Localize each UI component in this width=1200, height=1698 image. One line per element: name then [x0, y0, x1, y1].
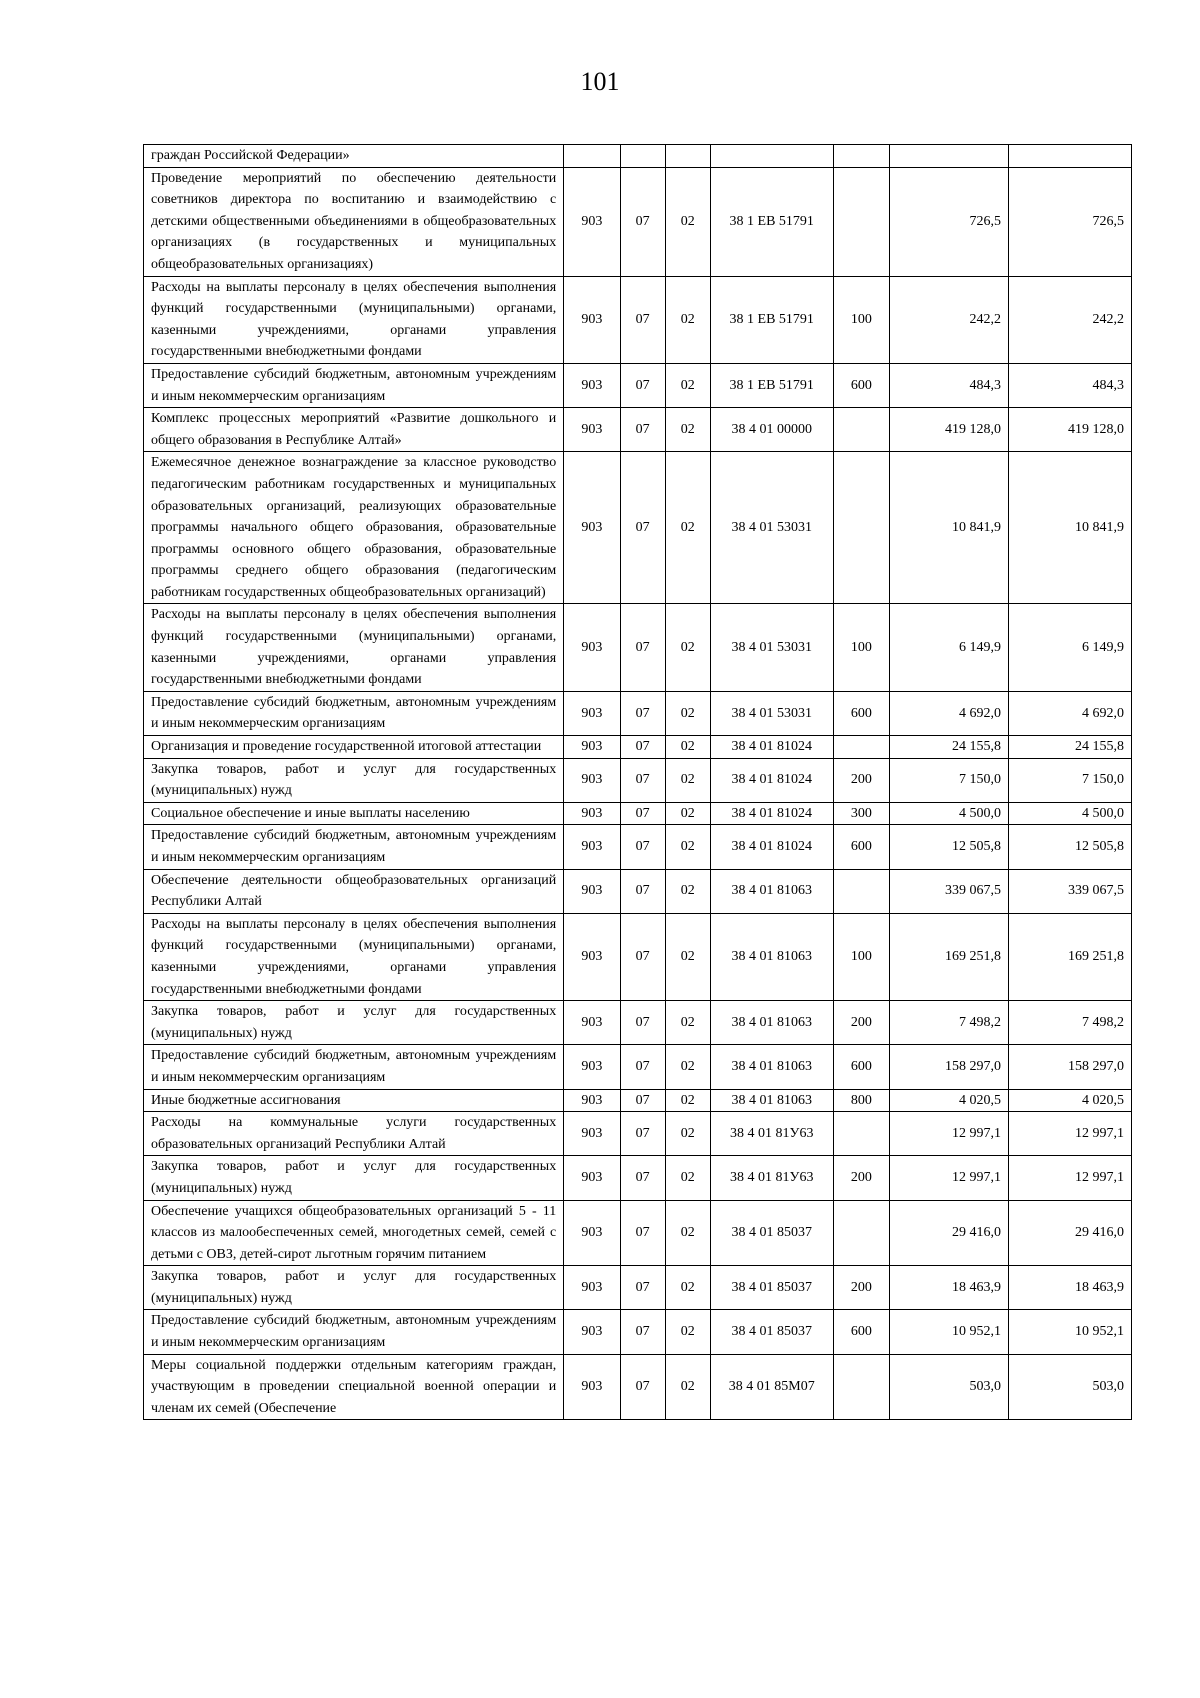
row-rz: 07	[620, 1001, 665, 1045]
row-gr: 903	[564, 691, 620, 735]
row-rz: 07	[620, 869, 665, 913]
row-vr: 600	[833, 1310, 889, 1354]
row-sum-1: 12 997,1	[890, 1112, 1009, 1156]
row-csr: 38 4 01 81У63	[710, 1112, 833, 1156]
row-sum-1: 24 155,8	[890, 736, 1009, 759]
row-sum-2: 4 020,5	[1008, 1089, 1131, 1112]
row-csr: 38 1 ЕВ 51791	[710, 276, 833, 363]
row-name: Расходы на выплаты персоналу в целях обеспечения выполнения функций государственными (муниципальными) органами, казенными учреждениями, органами управления государственными внебюджетными фондами	[144, 276, 564, 363]
row-sum-2: 4 692,0	[1008, 691, 1131, 735]
row-gr: 903	[564, 869, 620, 913]
row-pr: 02	[665, 825, 710, 869]
row-rz: 07	[620, 408, 665, 452]
row-sum-2: 10 952,1	[1008, 1310, 1131, 1354]
row-vr	[833, 1112, 889, 1156]
row-pr: 02	[665, 363, 710, 407]
row-pr: 02	[665, 1001, 710, 1045]
row-vr: 200	[833, 758, 889, 802]
row-name: Обеспечение деятельности общеобразовательных организаций Республики Алтай	[144, 869, 564, 913]
row-sum-1: 7 498,2	[890, 1001, 1009, 1045]
row-vr: 200	[833, 1156, 889, 1200]
row-csr: 38 4 01 81063	[710, 869, 833, 913]
row-gr: 903	[564, 913, 620, 1000]
row-pr: 02	[665, 1354, 710, 1420]
row-rz	[620, 145, 665, 168]
row-sum-2: 339 067,5	[1008, 869, 1131, 913]
row-name: Предоставление субсидий бюджетным, автономным учреждениям и иным некоммерческим организациям	[144, 825, 564, 869]
table-row	[144, 869, 1132, 913]
row-csr: 38 4 01 81У63	[710, 1156, 833, 1200]
table-row	[144, 1156, 1132, 1200]
row-name: Ежемесячное денежное вознаграждение за классное руководство педагогическим работникам государственных и муниципальных образовательных организаций, реализующих образовательные программы начального общего образования, образовательные программы основного общего образования, образовательные программы среднего общего образования (педагогическим работникам государственных общеобразовательных организаций)	[144, 452, 564, 604]
row-sum-2: 12 997,1	[1008, 1112, 1131, 1156]
row-vr	[833, 1200, 889, 1266]
row-csr: 38 4 01 81063	[710, 1089, 833, 1112]
row-name: Обеспечение учащихся общеобразовательных организаций 5 - 11 классов из малообеспеченных семей, многодетных семей, семей с детьми с ОВЗ, детей-сирот льготным горячим питанием	[144, 1200, 564, 1266]
table-row	[144, 913, 1132, 1000]
table-row	[144, 1112, 1132, 1156]
row-vr	[833, 736, 889, 759]
row-sum-1: 6 149,9	[890, 604, 1009, 691]
row-gr	[564, 145, 620, 168]
row-sum-1: 503,0	[890, 1354, 1009, 1420]
table-row	[144, 604, 1132, 691]
row-name: Расходы на коммунальные услуги государственных образовательных организаций Республики Алтай	[144, 1112, 564, 1156]
row-name: Закупка товаров, работ и услуг для государственных (муниципальных) нужд	[144, 1156, 564, 1200]
row-name: Расходы на выплаты персоналу в целях обеспечения выполнения функций государственными (муниципальными) органами, казенными учреждениями, органами управления государственными внебюджетными фондами	[144, 604, 564, 691]
table-row	[144, 1045, 1132, 1089]
row-gr: 903	[564, 1156, 620, 1200]
row-rz: 07	[620, 758, 665, 802]
budget-table	[143, 144, 1132, 1420]
row-sum-1: 12 505,8	[890, 825, 1009, 869]
row-pr: 02	[665, 167, 710, 276]
row-pr: 02	[665, 736, 710, 759]
row-name: граждан Российской Федерации»	[144, 145, 564, 168]
row-sum-1: 419 128,0	[890, 408, 1009, 452]
row-pr: 02	[665, 408, 710, 452]
row-csr: 38 4 01 85037	[710, 1200, 833, 1266]
table-row	[144, 1354, 1132, 1420]
row-sum-1: 10 841,9	[890, 452, 1009, 604]
row-vr: 200	[833, 1001, 889, 1045]
row-vr	[833, 1354, 889, 1420]
row-vr: 100	[833, 913, 889, 1000]
row-gr: 903	[564, 167, 620, 276]
row-rz: 07	[620, 1045, 665, 1089]
table-row	[144, 408, 1132, 452]
row-gr: 903	[564, 825, 620, 869]
row-vr: 100	[833, 276, 889, 363]
row-pr: 02	[665, 869, 710, 913]
row-csr: 38 4 01 81063	[710, 1001, 833, 1045]
row-sum-2: 158 297,0	[1008, 1045, 1131, 1089]
row-rz: 07	[620, 913, 665, 1000]
row-vr	[833, 452, 889, 604]
row-gr: 903	[564, 1354, 620, 1420]
row-sum-2: 10 841,9	[1008, 452, 1131, 604]
row-sum-2: 484,3	[1008, 363, 1131, 407]
row-sum-2: 242,2	[1008, 276, 1131, 363]
row-csr: 38 4 01 85М07	[710, 1354, 833, 1420]
row-sum-1: 18 463,9	[890, 1266, 1009, 1310]
row-sum-1	[890, 145, 1009, 168]
row-rz: 07	[620, 1310, 665, 1354]
row-csr: 38 4 01 81024	[710, 825, 833, 869]
row-gr: 903	[564, 1266, 620, 1310]
row-name: Закупка товаров, работ и услуг для государственных (муниципальных) нужд	[144, 1001, 564, 1045]
row-rz: 07	[620, 276, 665, 363]
row-sum-2: 18 463,9	[1008, 1266, 1131, 1310]
table-row	[144, 758, 1132, 802]
row-pr: 02	[665, 276, 710, 363]
row-pr: 02	[665, 1089, 710, 1112]
row-name: Организация и проведение государственной итоговой аттестации	[144, 736, 564, 759]
row-vr: 600	[833, 825, 889, 869]
row-name: Проведение мероприятий по обеспечению деятельности советников директора по воспитанию и взаимодействию с детскими общественными объединениями в общеобразовательных организациях (в государственных и муниципальных общеобразовательных организациях)	[144, 167, 564, 276]
row-sum-1: 4 692,0	[890, 691, 1009, 735]
row-sum-1: 242,2	[890, 276, 1009, 363]
row-rz: 07	[620, 1156, 665, 1200]
table-row	[144, 452, 1132, 604]
row-csr: 38 4 01 85037	[710, 1310, 833, 1354]
row-pr: 02	[665, 1310, 710, 1354]
row-name: Закупка товаров, работ и услуг для государственных (муниципальных) нужд	[144, 758, 564, 802]
row-vr: 200	[833, 1266, 889, 1310]
row-sum-2: 503,0	[1008, 1354, 1131, 1420]
row-pr: 02	[665, 913, 710, 1000]
row-pr: 02	[665, 1200, 710, 1266]
row-name: Предоставление субсидий бюджетным, автономным учреждениям и иным некоммерческим организациям	[144, 1310, 564, 1354]
row-sum-1: 169 251,8	[890, 913, 1009, 1000]
row-gr: 903	[564, 1045, 620, 1089]
row-sum-2: 169 251,8	[1008, 913, 1131, 1000]
row-sum-2	[1008, 145, 1131, 168]
table-row	[144, 736, 1132, 759]
table-row	[144, 1089, 1132, 1112]
row-sum-2: 29 416,0	[1008, 1200, 1131, 1266]
row-name: Предоставление субсидий бюджетным, автономным учреждениям и иным некоммерческим организациям	[144, 1045, 564, 1089]
row-rz: 07	[620, 1112, 665, 1156]
row-pr: 02	[665, 802, 710, 825]
row-sum-2: 726,5	[1008, 167, 1131, 276]
row-rz: 07	[620, 452, 665, 604]
row-pr: 02	[665, 1156, 710, 1200]
row-rz: 07	[620, 363, 665, 407]
row-pr: 02	[665, 1045, 710, 1089]
row-name: Предоставление субсидий бюджетным, автономным учреждениям и иным некоммерческим организациям	[144, 691, 564, 735]
row-vr	[833, 167, 889, 276]
row-csr: 38 4 01 81063	[710, 1045, 833, 1089]
table-row	[144, 1001, 1132, 1045]
table-row	[144, 167, 1132, 276]
row-pr: 02	[665, 1266, 710, 1310]
row-vr: 300	[833, 802, 889, 825]
table-row	[144, 1266, 1132, 1310]
table-row	[144, 145, 1132, 168]
row-sum-2: 419 128,0	[1008, 408, 1131, 452]
row-vr: 600	[833, 691, 889, 735]
row-gr: 903	[564, 736, 620, 759]
table-row	[144, 825, 1132, 869]
row-name: Иные бюджетные ассигнования	[144, 1089, 564, 1112]
row-gr: 903	[564, 758, 620, 802]
row-sum-1: 10 952,1	[890, 1310, 1009, 1354]
row-pr: 02	[665, 758, 710, 802]
row-rz: 07	[620, 1200, 665, 1266]
row-name: Социальное обеспечение и иные выплаты населению	[144, 802, 564, 825]
row-name: Меры социальной поддержки отдельным категориям граждан, участвующим в проведении специальной военной операции и членам их семей (Обеспечение	[144, 1354, 564, 1420]
row-sum-1: 12 997,1	[890, 1156, 1009, 1200]
row-rz: 07	[620, 1089, 665, 1112]
row-pr: 02	[665, 691, 710, 735]
row-name: Предоставление субсидий бюджетным, автономным учреждениям и иным некоммерческим организациям	[144, 363, 564, 407]
table-row	[144, 363, 1132, 407]
row-csr: 38 1 ЕВ 51791	[710, 167, 833, 276]
row-sum-1: 726,5	[890, 167, 1009, 276]
row-rz: 07	[620, 825, 665, 869]
row-gr: 903	[564, 1112, 620, 1156]
row-sum-2: 4 500,0	[1008, 802, 1131, 825]
row-name: Закупка товаров, работ и услуг для государственных (муниципальных) нужд	[144, 1266, 564, 1310]
row-csr: 38 4 01 53031	[710, 452, 833, 604]
row-gr: 903	[564, 1089, 620, 1112]
row-sum-2: 7 150,0	[1008, 758, 1131, 802]
row-sum-2: 7 498,2	[1008, 1001, 1131, 1045]
row-vr	[833, 408, 889, 452]
row-gr: 903	[564, 276, 620, 363]
table-row	[144, 1310, 1132, 1354]
row-gr: 903	[564, 408, 620, 452]
row-csr: 38 4 01 53031	[710, 691, 833, 735]
row-gr: 903	[564, 363, 620, 407]
row-name: Расходы на выплаты персоналу в целях обеспечения выполнения функций государственными (муниципальными) органами, казенными учреждениями, органами управления государственными внебюджетными фондами	[144, 913, 564, 1000]
row-sum-2: 12 997,1	[1008, 1156, 1131, 1200]
row-sum-1: 4 500,0	[890, 802, 1009, 825]
row-name: Комплекс процессных мероприятий «Развитие дошкольного и общего образования в Республике Алтай»	[144, 408, 564, 452]
row-vr	[833, 869, 889, 913]
table-row	[144, 276, 1132, 363]
row-rz: 07	[620, 1354, 665, 1420]
table-row	[144, 691, 1132, 735]
row-csr: 38 4 01 81024	[710, 802, 833, 825]
row-pr: 02	[665, 452, 710, 604]
row-pr: 02	[665, 604, 710, 691]
row-csr: 38 4 01 81024	[710, 758, 833, 802]
row-vr: 100	[833, 604, 889, 691]
row-vr: 600	[833, 363, 889, 407]
row-pr	[665, 145, 710, 168]
row-csr: 38 4 01 81024	[710, 736, 833, 759]
row-vr: 800	[833, 1089, 889, 1112]
row-csr	[710, 145, 833, 168]
row-sum-1: 484,3	[890, 363, 1009, 407]
row-sum-1: 4 020,5	[890, 1089, 1009, 1112]
row-rz: 07	[620, 1266, 665, 1310]
row-csr: 38 1 ЕВ 51791	[710, 363, 833, 407]
row-pr: 02	[665, 1112, 710, 1156]
row-vr	[833, 145, 889, 168]
row-csr: 38 4 01 53031	[710, 604, 833, 691]
row-gr: 903	[564, 1310, 620, 1354]
row-gr: 903	[564, 452, 620, 604]
row-vr: 600	[833, 1045, 889, 1089]
row-gr: 903	[564, 1200, 620, 1266]
row-rz: 07	[620, 802, 665, 825]
row-rz: 07	[620, 604, 665, 691]
table-row	[144, 802, 1132, 825]
row-rz: 07	[620, 736, 665, 759]
page-number: 101	[580, 67, 620, 96]
row-sum-1: 29 416,0	[890, 1200, 1009, 1266]
row-csr: 38 4 01 81063	[710, 913, 833, 1000]
row-sum-2: 6 149,9	[1008, 604, 1131, 691]
row-gr: 903	[564, 604, 620, 691]
row-sum-2: 24 155,8	[1008, 736, 1131, 759]
row-sum-1: 158 297,0	[890, 1045, 1009, 1089]
row-rz: 07	[620, 691, 665, 735]
row-rz: 07	[620, 167, 665, 276]
row-sum-2: 12 505,8	[1008, 825, 1131, 869]
row-csr: 38 4 01 00000	[710, 408, 833, 452]
row-sum-1: 7 150,0	[890, 758, 1009, 802]
table-row	[144, 1200, 1132, 1266]
row-gr: 903	[564, 802, 620, 825]
row-gr: 903	[564, 1001, 620, 1045]
row-csr: 38 4 01 85037	[710, 1266, 833, 1310]
row-sum-1: 339 067,5	[890, 869, 1009, 913]
